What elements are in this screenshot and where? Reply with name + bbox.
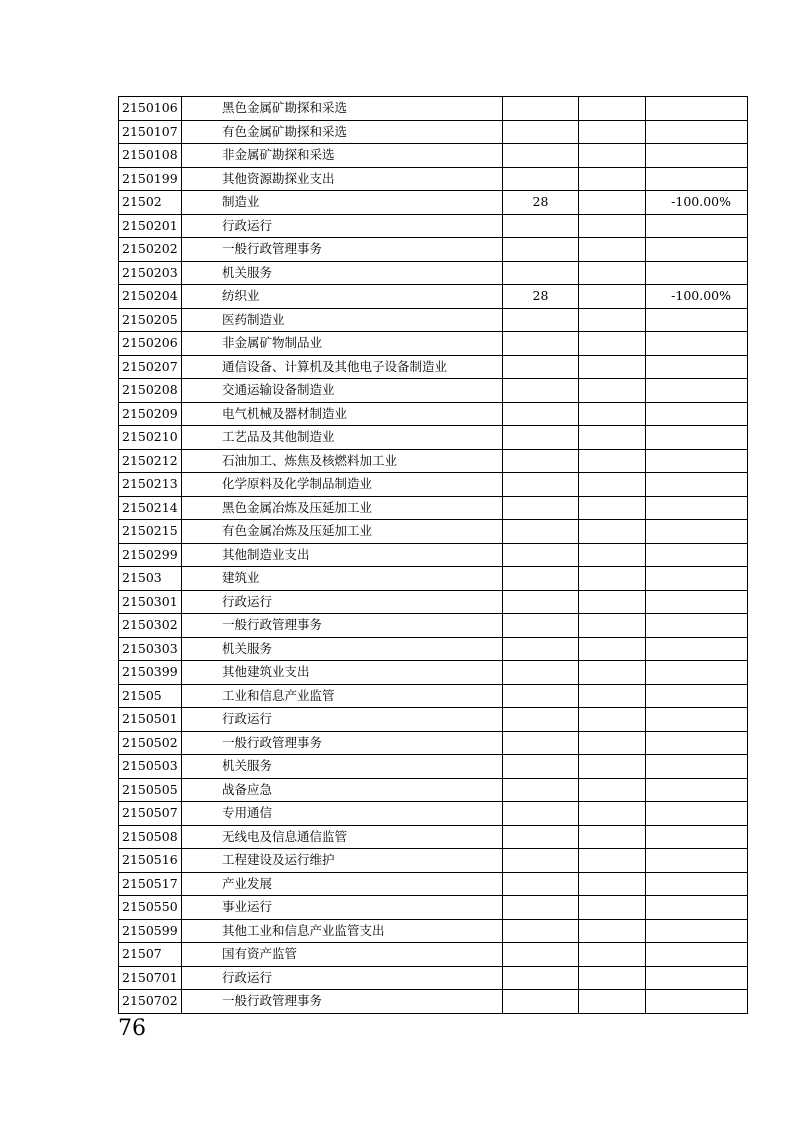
budget-table-body: [119, 97, 748, 1014]
subject-code-cell: 2150213: [119, 473, 182, 497]
value-cell-2: [579, 120, 646, 144]
value-cell-2: [579, 684, 646, 708]
value-cell-1: [503, 614, 579, 638]
value-cell-3: [646, 825, 748, 849]
value-cell-3: [646, 402, 748, 426]
value-cell-3: [646, 144, 748, 168]
table-row: [119, 332, 748, 356]
table-row: [119, 520, 748, 544]
table-row: [119, 473, 748, 497]
value-cell-1: [503, 708, 579, 732]
table-row: [119, 308, 748, 332]
subject-name-cell: 有色金属矿勘探和采选: [182, 120, 503, 144]
value-cell-2: [579, 802, 646, 826]
value-cell-1: [503, 144, 579, 168]
subject-name-cell: 其他建筑业支出: [182, 661, 503, 685]
subject-name-cell: 国有资产监管: [182, 943, 503, 967]
value-cell-1: [503, 97, 579, 121]
subject-name-cell: 事业运行: [182, 896, 503, 920]
value-cell-1: [503, 590, 579, 614]
subject-code-cell: 21503: [119, 567, 182, 591]
subject-code-cell: 2150505: [119, 778, 182, 802]
value-cell-3: [646, 614, 748, 638]
subject-name-cell: 纺织业: [182, 285, 503, 309]
page-number: 76: [118, 1016, 146, 1041]
value-cell-3: [646, 167, 748, 191]
value-cell-3: [646, 966, 748, 990]
subject-name-cell: 其他资源勘探业支出: [182, 167, 503, 191]
value-cell-1: [503, 379, 579, 403]
table-row: [119, 120, 748, 144]
value-cell-3: [646, 379, 748, 403]
subject-code-cell: 2150302: [119, 614, 182, 638]
value-cell-2: [579, 943, 646, 967]
value-cell-1: [503, 426, 579, 450]
value-cell-2: [579, 355, 646, 379]
value-cell-2: [579, 167, 646, 191]
value-cell-2: [579, 97, 646, 121]
subject-name-cell: 其他工业和信息产业监管支出: [182, 919, 503, 943]
value-cell-2: [579, 520, 646, 544]
value-cell-2: [579, 990, 646, 1014]
value-cell-1: [503, 778, 579, 802]
table-row: [119, 849, 748, 873]
table-row: [119, 496, 748, 520]
table-row: [119, 261, 748, 285]
value-cell-2: [579, 261, 646, 285]
subject-name-cell: 产业发展: [182, 872, 503, 896]
value-cell-3: [646, 802, 748, 826]
table-row: [119, 614, 748, 638]
value-cell-2: [579, 661, 646, 685]
value-cell-3: [646, 896, 748, 920]
value-cell-3: [646, 449, 748, 473]
subject-name-cell: 行政运行: [182, 214, 503, 238]
value-cell-2: [579, 543, 646, 567]
subject-name-cell: 建筑业: [182, 567, 503, 591]
value-cell-1: [503, 214, 579, 238]
value-cell-3: [646, 520, 748, 544]
table-row: [119, 896, 748, 920]
subject-code-cell: 21507: [119, 943, 182, 967]
value-cell-2: [579, 708, 646, 732]
subject-code-cell: 2150399: [119, 661, 182, 685]
value-cell-3: [646, 120, 748, 144]
subject-name-cell: 战备应急: [182, 778, 503, 802]
value-cell-1: [503, 943, 579, 967]
table-row: [119, 684, 748, 708]
subject-name-cell: 一般行政管理事务: [182, 731, 503, 755]
value-cell-1: [503, 473, 579, 497]
value-cell-2: [579, 308, 646, 332]
table-row: [119, 285, 748, 309]
subject-code-cell: 2150501: [119, 708, 182, 732]
subject-name-cell: 其他制造业支出: [182, 543, 503, 567]
value-cell-3: [646, 97, 748, 121]
table-row: [119, 990, 748, 1014]
subject-code-cell: 2150702: [119, 990, 182, 1014]
table-row: [119, 872, 748, 896]
value-cell-1: [503, 896, 579, 920]
subject-code-cell: 2150203: [119, 261, 182, 285]
value-cell-3: [646, 355, 748, 379]
subject-code-cell: 2150516: [119, 849, 182, 873]
subject-code-cell: 2150301: [119, 590, 182, 614]
value-cell-3: [646, 731, 748, 755]
value-cell-2: [579, 402, 646, 426]
table-row: [119, 355, 748, 379]
subject-code-cell: 2150204: [119, 285, 182, 309]
value-cell-3: [646, 567, 748, 591]
subject-code-cell: 2150299: [119, 543, 182, 567]
subject-code-cell: 2150201: [119, 214, 182, 238]
value-cell-2: [579, 966, 646, 990]
subject-code-cell: 2150208: [119, 379, 182, 403]
subject-code-cell: 2150108: [119, 144, 182, 168]
subject-name-cell: 交通运输设备制造业: [182, 379, 503, 403]
table-row: [119, 543, 748, 567]
subject-name-cell: 工艺品及其他制造业: [182, 426, 503, 450]
value-cell-1: [503, 919, 579, 943]
value-cell-3: -100.00%: [646, 285, 748, 309]
value-cell-2: [579, 567, 646, 591]
subject-name-cell: 行政运行: [182, 708, 503, 732]
value-cell-1: [503, 990, 579, 1014]
table-row: [119, 191, 748, 215]
table-row: [119, 590, 748, 614]
subject-name-cell: 黑色金属冶炼及压延加工业: [182, 496, 503, 520]
subject-name-cell: 机关服务: [182, 637, 503, 661]
value-cell-3: [646, 872, 748, 896]
value-cell-1: [503, 543, 579, 567]
subject-name-cell: 一般行政管理事务: [182, 990, 503, 1014]
table-row: [119, 731, 748, 755]
subject-name-cell: 无线电及信息通信监管: [182, 825, 503, 849]
table-row: [119, 144, 748, 168]
subject-code-cell: 2150107: [119, 120, 182, 144]
value-cell-3: [646, 332, 748, 356]
subject-name-cell: 机关服务: [182, 755, 503, 779]
value-cell-2: [579, 849, 646, 873]
table-row: [119, 238, 748, 262]
table-row: [119, 426, 748, 450]
value-cell-3: [646, 261, 748, 285]
table-row: [119, 661, 748, 685]
value-cell-1: [503, 802, 579, 826]
subject-code-cell: 2150212: [119, 449, 182, 473]
subject-code-cell: 2150106: [119, 97, 182, 121]
table-row: [119, 919, 748, 943]
value-cell-3: [646, 849, 748, 873]
table-row: [119, 708, 748, 732]
value-cell-2: [579, 449, 646, 473]
value-cell-1: [503, 449, 579, 473]
value-cell-1: [503, 238, 579, 262]
value-cell-2: [579, 755, 646, 779]
table-row: [119, 97, 748, 121]
subject-code-cell: 2150202: [119, 238, 182, 262]
value-cell-1: [503, 731, 579, 755]
value-cell-3: [646, 637, 748, 661]
value-cell-1: [503, 684, 579, 708]
subject-code-cell: 2150508: [119, 825, 182, 849]
value-cell-3: [646, 308, 748, 332]
value-cell-2: [579, 214, 646, 238]
table-row: [119, 966, 748, 990]
value-cell-2: [579, 473, 646, 497]
value-cell-2: [579, 238, 646, 262]
value-cell-1: 28: [503, 285, 579, 309]
value-cell-1: [503, 966, 579, 990]
subject-code-cell: 2150701: [119, 966, 182, 990]
value-cell-3: -100.00%: [646, 191, 748, 215]
subject-name-cell: 一般行政管理事务: [182, 614, 503, 638]
value-cell-2: [579, 825, 646, 849]
subject-code-cell: 2150507: [119, 802, 182, 826]
table-row: [119, 449, 748, 473]
table-row: [119, 637, 748, 661]
value-cell-2: [579, 285, 646, 309]
subject-code-cell: 2150599: [119, 919, 182, 943]
value-cell-3: [646, 214, 748, 238]
table-row: [119, 778, 748, 802]
subject-name-cell: 行政运行: [182, 590, 503, 614]
subject-name-cell: 工业和信息产业监管: [182, 684, 503, 708]
value-cell-2: [579, 191, 646, 215]
value-cell-3: [646, 778, 748, 802]
subject-name-cell: 工程建设及运行维护: [182, 849, 503, 873]
value-cell-1: [503, 849, 579, 873]
value-cell-3: [646, 590, 748, 614]
subject-code-cell: 21502: [119, 191, 182, 215]
value-cell-1: [503, 402, 579, 426]
value-cell-1: [503, 755, 579, 779]
table-row: [119, 214, 748, 238]
subject-code-cell: 2150209: [119, 402, 182, 426]
table-row: [119, 379, 748, 403]
value-cell-1: [503, 567, 579, 591]
budget-table: [118, 96, 748, 1014]
subject-code-cell: 2150205: [119, 308, 182, 332]
subject-name-cell: 非金属矿勘探和采选: [182, 144, 503, 168]
subject-name-cell: 电气机械及器材制造业: [182, 402, 503, 426]
table-row: [119, 802, 748, 826]
subject-name-cell: 专用通信: [182, 802, 503, 826]
value-cell-2: [579, 778, 646, 802]
value-cell-2: [579, 614, 646, 638]
value-cell-3: [646, 473, 748, 497]
value-cell-2: [579, 872, 646, 896]
subject-code-cell: 2150517: [119, 872, 182, 896]
table-row: [119, 167, 748, 191]
value-cell-3: [646, 755, 748, 779]
value-cell-3: [646, 919, 748, 943]
subject-name-cell: 化学原料及化学制品制造业: [182, 473, 503, 497]
subject-code-cell: 2150502: [119, 731, 182, 755]
value-cell-3: [646, 684, 748, 708]
table-row: [119, 567, 748, 591]
value-cell-1: [503, 637, 579, 661]
subject-code-cell: 2150550: [119, 896, 182, 920]
value-cell-2: [579, 496, 646, 520]
value-cell-3: [646, 943, 748, 967]
subject-name-cell: 黑色金属矿勘探和采选: [182, 97, 503, 121]
value-cell-1: [503, 872, 579, 896]
value-cell-2: [579, 379, 646, 403]
value-cell-3: [646, 238, 748, 262]
subject-code-cell: 2150503: [119, 755, 182, 779]
value-cell-2: [579, 896, 646, 920]
value-cell-3: [646, 496, 748, 520]
value-cell-1: [503, 661, 579, 685]
value-cell-1: [503, 332, 579, 356]
subject-code-cell: 2150210: [119, 426, 182, 450]
subject-name-cell: 石油加工、炼焦及核燃料加工业: [182, 449, 503, 473]
value-cell-3: [646, 990, 748, 1014]
table-row: [119, 755, 748, 779]
subject-code-cell: 21505: [119, 684, 182, 708]
subject-code-cell: 2150206: [119, 332, 182, 356]
subject-code-cell: 2150199: [119, 167, 182, 191]
subject-name-cell: 行政运行: [182, 966, 503, 990]
value-cell-1: 28: [503, 191, 579, 215]
value-cell-2: [579, 144, 646, 168]
subject-name-cell: 制造业: [182, 191, 503, 215]
table-row: [119, 943, 748, 967]
subject-name-cell: 有色金属冶炼及压延加工业: [182, 520, 503, 544]
subject-code-cell: 2150303: [119, 637, 182, 661]
value-cell-1: [503, 120, 579, 144]
subject-code-cell: 2150215: [119, 520, 182, 544]
value-cell-2: [579, 637, 646, 661]
subject-name-cell: 一般行政管理事务: [182, 238, 503, 262]
subject-code-cell: 2150214: [119, 496, 182, 520]
value-cell-1: [503, 520, 579, 544]
value-cell-3: [646, 708, 748, 732]
value-cell-3: [646, 661, 748, 685]
subject-code-cell: 2150207: [119, 355, 182, 379]
value-cell-1: [503, 825, 579, 849]
subject-name-cell: 医药制造业: [182, 308, 503, 332]
subject-name-cell: 机关服务: [182, 261, 503, 285]
value-cell-2: [579, 590, 646, 614]
value-cell-2: [579, 426, 646, 450]
value-cell-3: [646, 543, 748, 567]
value-cell-2: [579, 731, 646, 755]
value-cell-2: [579, 332, 646, 356]
value-cell-1: [503, 261, 579, 285]
value-cell-1: [503, 167, 579, 191]
table-row: [119, 825, 748, 849]
subject-name-cell: 通信设备、计算机及其他电子设备制造业: [182, 355, 503, 379]
subject-name-cell: 非金属矿物制品业: [182, 332, 503, 356]
value-cell-1: [503, 496, 579, 520]
value-cell-2: [579, 919, 646, 943]
value-cell-3: [646, 426, 748, 450]
value-cell-1: [503, 308, 579, 332]
value-cell-1: [503, 355, 579, 379]
table-row: [119, 402, 748, 426]
